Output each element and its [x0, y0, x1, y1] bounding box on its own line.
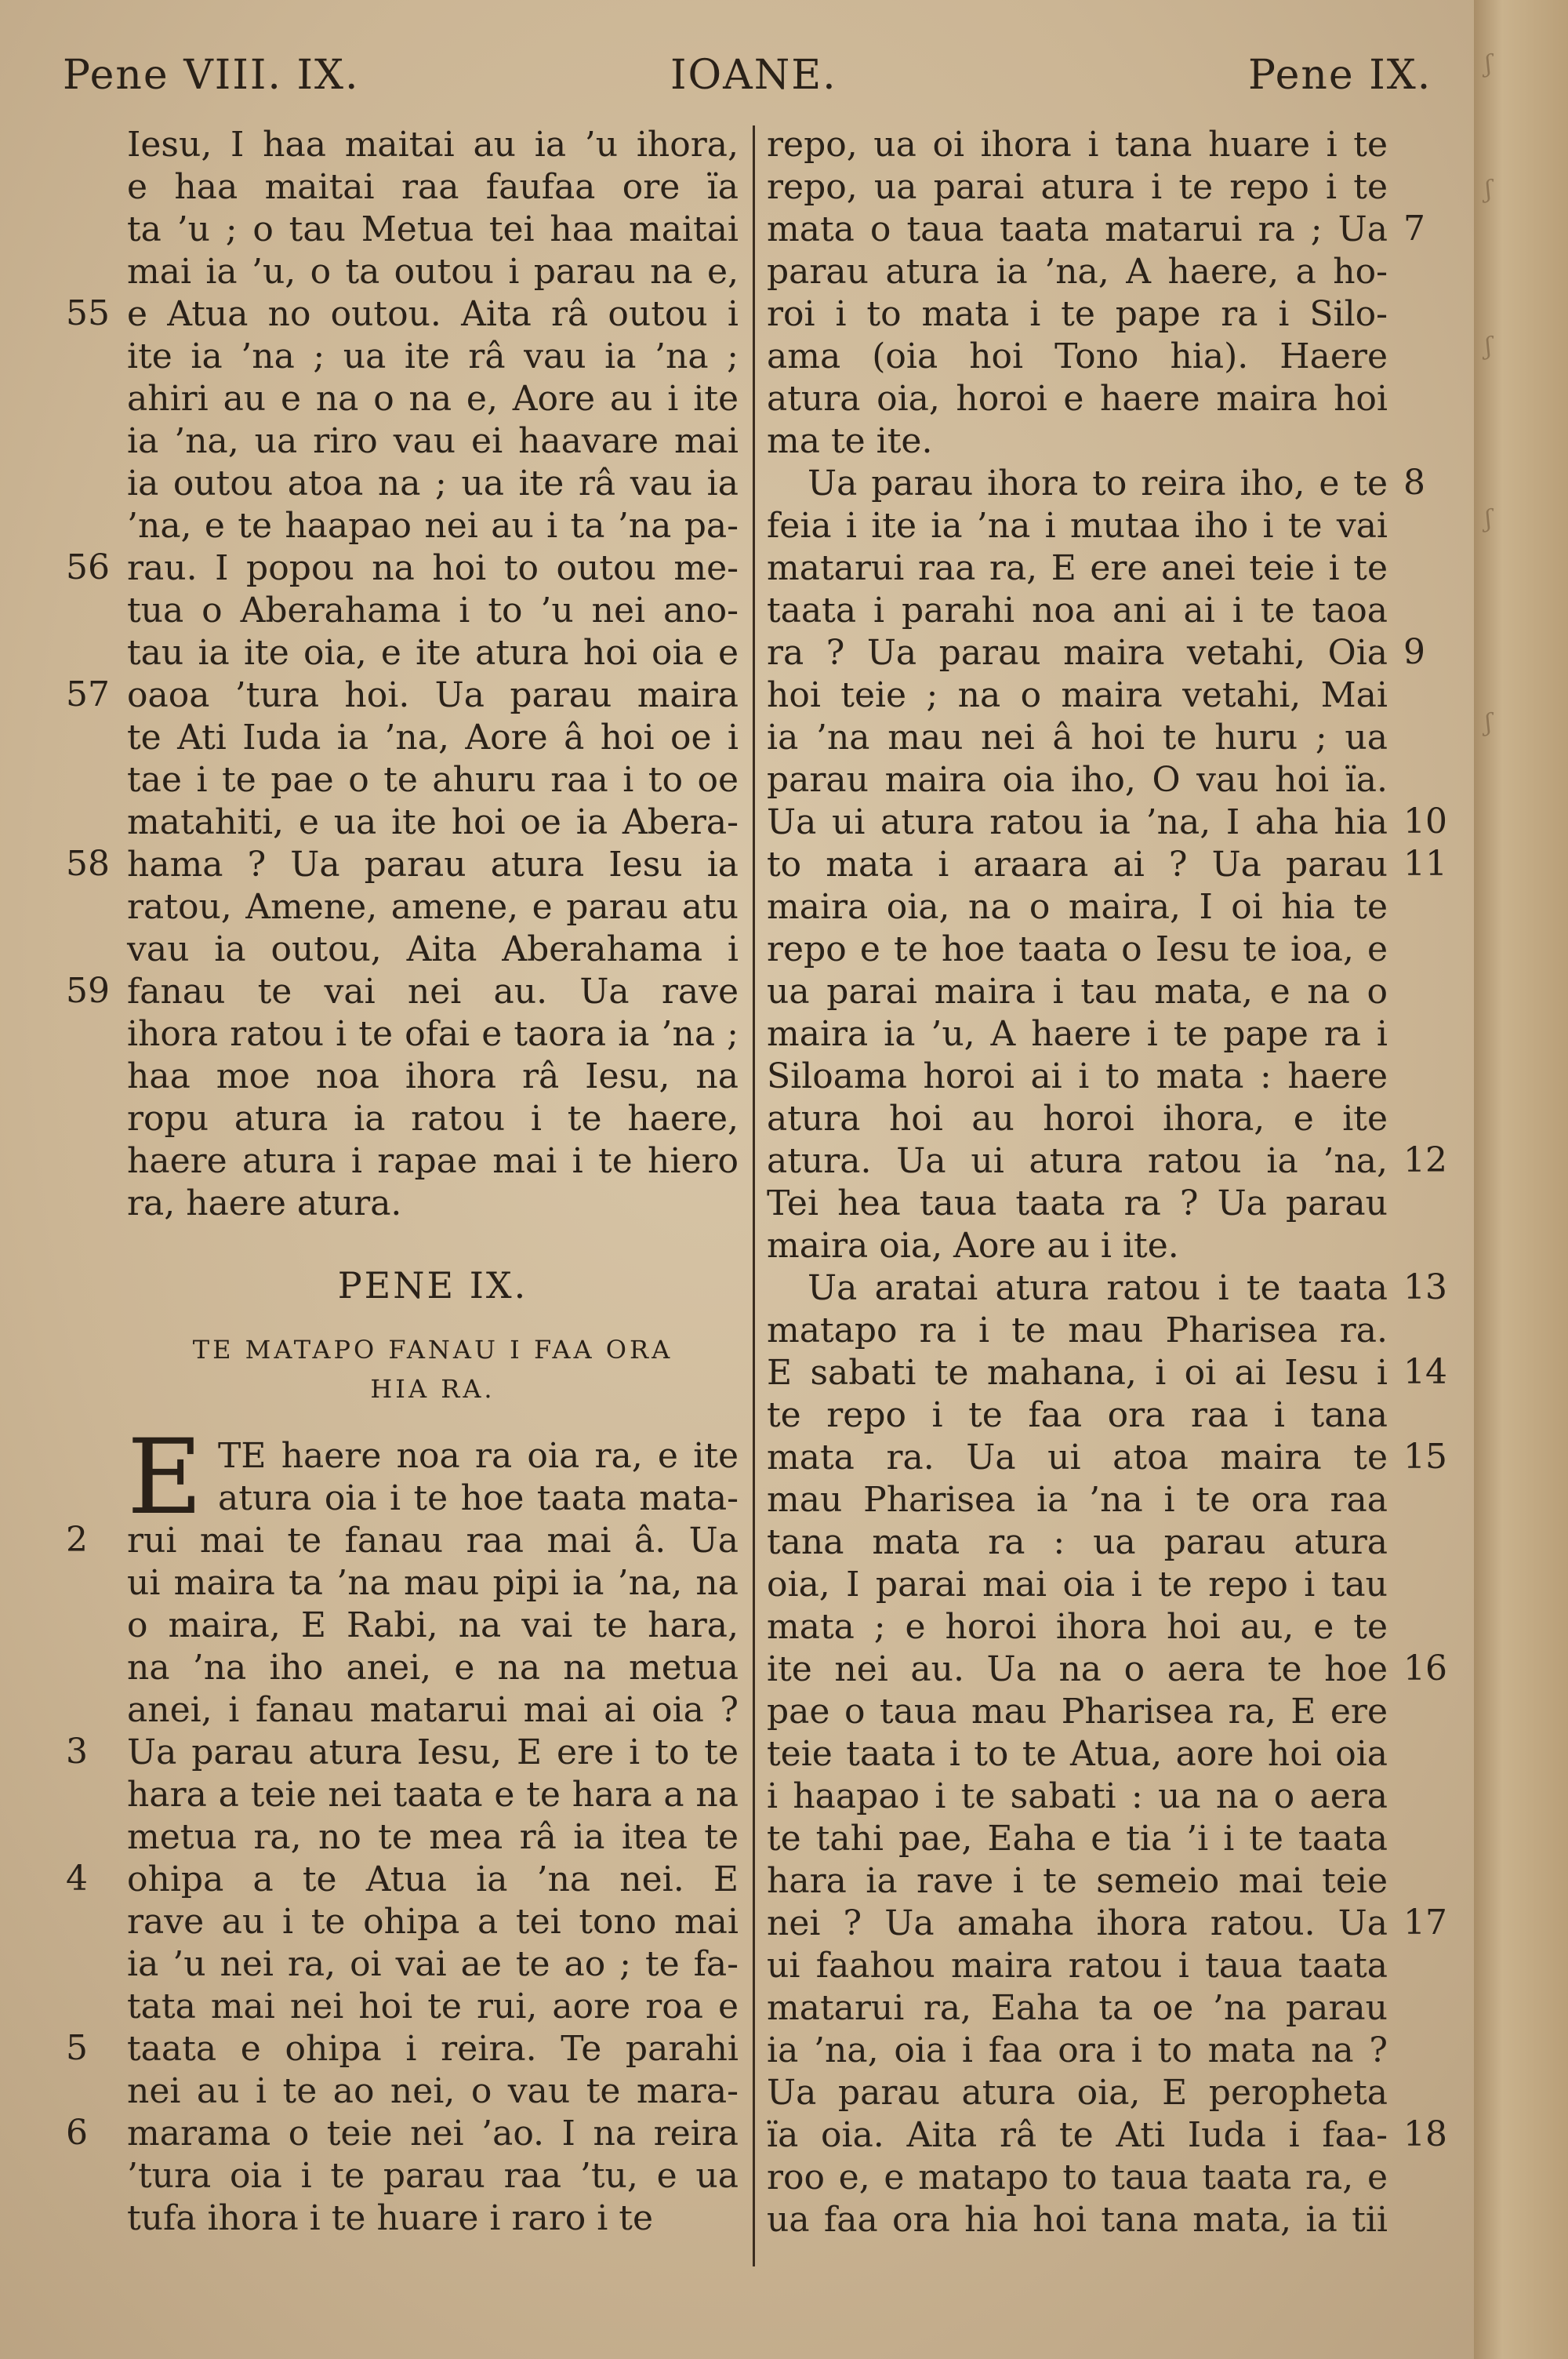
- chapter-body: [127, 1520, 739, 2240]
- verse-number: 3: [66, 1732, 88, 1772]
- page-edge: [1474, 0, 1568, 2359]
- text-line: nei ? Ua amaha ihora ratou. Ua: [767, 1903, 1388, 1943]
- text-line: matahiti, e ua ite hoi oe ia Abera-: [127, 802, 739, 842]
- text-line: matarui ra, Eaha ta oe ’na parau: [767, 1988, 1388, 2028]
- text-line: to mata i araara ai ? Ua parau: [767, 845, 1388, 885]
- text-line: ’na, e te haapao nei au i ta ’na pa-: [127, 506, 739, 546]
- text-line: hara a teie nei taata e te hara a na: [127, 1775, 739, 1815]
- text-line: parau atura ia ’na, A haere, a ho-: [767, 252, 1388, 292]
- text-line: ahiri au e na o na e, Aore au i ite: [127, 379, 739, 419]
- text-line: atura. Ua ui atura ratou ia ’na,: [767, 1141, 1388, 1181]
- verse-number: 18: [1403, 2114, 1447, 2154]
- text-line: ia ’na, oia i faa ora i to mata na ?: [767, 2030, 1388, 2070]
- text-line: Tei hea taua taata ra ? Ua parau: [767, 1183, 1388, 1223]
- verse-number: 13: [1403, 1267, 1447, 1307]
- text-line: ua parai maira i tau mata, e na o: [767, 972, 1388, 1012]
- verse-number: 9: [1403, 632, 1425, 672]
- text-line: repo, ua parai atura i te repo i te: [767, 167, 1388, 207]
- verse-number: 58: [66, 844, 110, 884]
- running-head-right: Pene IX.: [1248, 52, 1432, 99]
- text-line: ua faa ora hia hoi tana mata, ia tii: [767, 2200, 1388, 2240]
- text-line: matarui raa ra, E ere anei teie i te: [767, 548, 1388, 588]
- text-line: vau ia outou, Aita Aberahama i: [127, 929, 739, 969]
- text-line: mata o taua taata matarui ra ; Ua: [767, 209, 1388, 249]
- text-line: tufa ihora i te huare i raro i te: [127, 2198, 654, 2238]
- edge-mark-icon: ʃ: [1483, 708, 1494, 737]
- text-line: ’tura oia i te parau raa ’tu, e ua: [127, 2156, 739, 2196]
- text-line: oia, I parai mai oia i te repo i tau: [767, 1565, 1388, 1605]
- text-line: o maira, E Rabi, na vai te hara,: [127, 1605, 739, 1645]
- text-line: tata mai nei hoi te rui, aore roa e: [127, 1986, 739, 2026]
- verse-number: 15: [1403, 1437, 1447, 1477]
- verse-number: 59: [66, 971, 110, 1011]
- text-line: e Atua no outou. Aita râ outou i: [127, 294, 739, 334]
- text-line: maira ia ’u, A haere i te pape ra i: [767, 1014, 1388, 1054]
- text-line: ihora ratou i te ofai e taora ia ’na ;: [127, 1014, 739, 1054]
- text-line: ui faahou maira ratou i taua taata: [767, 1946, 1388, 1986]
- verse-number: 5: [66, 2028, 88, 2068]
- edge-mark-icon: ʃ: [1483, 175, 1494, 204]
- text-line: feia i ite ia ’na i mutaa iho i te vai: [767, 506, 1388, 546]
- text-line: nei au i te ao nei, o vau te mara-: [127, 2071, 739, 2111]
- text-line: roo e, e matapo to taua taata ra, e: [767, 2157, 1388, 2197]
- text-line: haa moe noa ihora râ Iesu, na: [127, 1056, 739, 1096]
- text-line: te Ati Iuda ia ’na, Aore â hoi oe i: [127, 718, 739, 758]
- text-line: anei, i fanau matarui mai ai oia ?: [127, 1690, 739, 1730]
- text-line: ia ’na mau nei â hoi te huru ; ua: [767, 718, 1388, 758]
- text-line: marama o teie nei ’ao. I na reira: [127, 2114, 739, 2154]
- text-line: oaoa ’tura hoi. Ua parau maira: [127, 675, 739, 715]
- text-line: repo, ua oi ihora i tana huare i te: [767, 125, 1388, 165]
- text-line: Ua aratai atura ratou i te taata: [808, 1268, 1388, 1308]
- chapter-subtitle-line2: HIA RA.: [370, 1374, 495, 1404]
- text-line: parau maira oia iho, O vau hoi ïa.: [767, 760, 1388, 800]
- text-line: maira oia, na o maira, I oi hia te: [767, 887, 1388, 927]
- text-line: pae o taua mau Pharisea ra, E ere: [767, 1692, 1388, 1732]
- verse-number: 8: [1403, 463, 1425, 503]
- text-line: matapo ra i te mau Pharisea ra.: [767, 1310, 1388, 1350]
- verse-number: 11: [1403, 844, 1447, 884]
- text-line: Siloama horoi ai i to mata : haere: [767, 1056, 1388, 1096]
- verse-number: 10: [1403, 801, 1447, 841]
- text-line: tana mata ra : ua parau atura: [767, 1522, 1388, 1562]
- text-line: metua ra, no te mea râ ia itea te: [127, 1817, 739, 1857]
- text-line: E sabati te mahana, i oi ai Iesu i: [767, 1353, 1388, 1393]
- text-line: rave au i te ohipa a tei tono mai: [127, 1902, 739, 1942]
- text-line: ia outou atoa na ; ua ite râ vau ia: [127, 463, 739, 503]
- text-line: taata e ohipa i reira. Te parahi: [127, 2029, 739, 2069]
- text-line: hara ia rave i te semeio mai teie: [767, 1861, 1388, 1901]
- text-line: fanau te vai nei au. Ua rave: [127, 972, 739, 1012]
- text-line: ite nei au. Ua na o aera te hoe: [767, 1649, 1388, 1689]
- text-line: maira oia, Aore au i ite.: [767, 1226, 1179, 1266]
- text-line: tua o Aberahama i to ’u nei ano-: [127, 591, 739, 631]
- verse-number: 4: [66, 1859, 88, 1899]
- verse-number: 6: [66, 2113, 88, 2153]
- text-line: ta ’u ; o tau Metua tei haa maitai: [127, 209, 739, 249]
- text-line: ratou, Amene, amene, e parau atu: [127, 887, 739, 927]
- edge-mark-icon: ʃ: [1483, 49, 1494, 78]
- text-line: ïa oia. Aita râ te Ati Iuda i faa-: [767, 2115, 1388, 2155]
- text-line: Iesu, I haa maitai au ia ’u ihora,: [127, 125, 739, 165]
- text-line: te tahi pae, Eaha e tia ’i i te taata: [767, 1819, 1388, 1859]
- text-line: teie taata i to te Atua, aore hoi oia: [767, 1734, 1388, 1774]
- edge-mark-icon: ʃ: [1483, 504, 1494, 533]
- left-column: [127, 124, 739, 1225]
- text-line: ohipa a te Atua ia ’na nei. E: [127, 1859, 739, 1899]
- text-line: atura hoi au horoi ihora, e ite: [767, 1099, 1388, 1139]
- text-line: Ua parau atura Iesu, E ere i to te: [127, 1732, 739, 1772]
- text-line: roi i to mata i te pape ra i Silo-: [767, 294, 1388, 334]
- text-line: mau Pharisea ia ’na i te ora raa: [767, 1480, 1388, 1520]
- text-line: ama (oia hoi Tono hia). Haere: [767, 336, 1388, 376]
- text-line: Ua parau atura oia, E peropheta: [767, 2073, 1388, 2113]
- text-line: na ’na iho anei, e na na metua: [127, 1648, 739, 1688]
- running-head-center: IOANE.: [670, 52, 837, 99]
- text-line: atura oia i te hoe taata mata-: [218, 1478, 739, 1518]
- text-line: mata ; e horoi ihora hoi au, e te: [767, 1607, 1388, 1647]
- verse-number: 14: [1403, 1352, 1447, 1392]
- text-line: Ua parau ihora to reira iho, e te: [808, 463, 1388, 503]
- verse-number: 56: [66, 547, 110, 587]
- running-head-left: Pene VIII. IX.: [63, 52, 360, 99]
- text-line: ia ’na, ua riro vau ei haavare mai: [127, 421, 739, 461]
- text-line: ropu atura ia ratou i te haere,: [127, 1099, 739, 1139]
- text-line: te repo i te faa ora raa i tana: [767, 1395, 1388, 1435]
- verse-number: 57: [66, 674, 110, 714]
- right-column: [767, 124, 1388, 2241]
- chapter-opening-lines: [218, 1435, 739, 1520]
- column-divider: [753, 125, 755, 2266]
- text-line: repo e te hoe taata o Iesu te ioa, e: [767, 929, 1388, 969]
- text-line: rau. I popou na hoi to outou me-: [127, 548, 739, 588]
- text-line: atura oia, horoi e haere maira hoi: [767, 379, 1388, 419]
- text-line: ia ’u nei ra, oi vai ae te ao ; te fa-: [127, 1944, 739, 1984]
- text-line: ite ia ’na ; ua ite râ vau ia ’na ;: [127, 336, 739, 376]
- text-line: e haa maitai raa faufaa ore ïa: [127, 167, 739, 207]
- text-line: mata ra. Ua ui atoa maira te: [767, 1438, 1388, 1478]
- text-line: i haapao i te sabati : ua na o aera: [767, 1776, 1388, 1816]
- text-line: ra ? Ua parau maira vetahi, Oia: [767, 633, 1388, 673]
- text-line: hoi teie ; na o maira vetahi, Mai: [767, 675, 1388, 715]
- text-line: ra, haere atura.: [127, 1183, 402, 1223]
- verse-number: 55: [66, 293, 110, 333]
- verse-number: 16: [1403, 1648, 1447, 1688]
- drop-cap: E: [127, 1417, 203, 1538]
- verse-number: 17: [1403, 1903, 1447, 1943]
- verse-number: 7: [1403, 209, 1425, 249]
- chapter-subtitle-line1: TE MATAPO FANAU I FAA ORA: [192, 1335, 673, 1365]
- text-line: TE haere noa ra oia ra, e ite: [218, 1436, 739, 1476]
- text-line: mai ia ’u, o ta outou i parau na e,: [127, 252, 739, 292]
- chapter-title: PENE IX.: [337, 1264, 528, 1307]
- text-line: ma te ite.: [767, 421, 933, 461]
- verse-number: 12: [1403, 1140, 1447, 1180]
- text-line: taata i parahi noa ani ai i te taoa: [767, 591, 1388, 631]
- text-line: haere atura i rapae mai i te hiero: [127, 1141, 739, 1181]
- text-line: hama ? Ua parau atura Iesu ia: [127, 845, 739, 885]
- text-line: tau ia ite oia, e ite atura hoi oia e: [127, 633, 739, 673]
- text-line: Ua ui atura ratou ia ’na, I aha hia: [767, 802, 1388, 842]
- text-line: ui maira ta ’na mau pipi ia ’na, na: [127, 1563, 739, 1603]
- edge-mark-icon: ʃ: [1483, 332, 1494, 361]
- verse-number: 2: [66, 1520, 88, 1560]
- text-line: tae i te pae o te ahuru raa i to oe: [127, 760, 739, 800]
- text-line: rui mai te fanau raa mai â. Ua: [127, 1521, 739, 1561]
